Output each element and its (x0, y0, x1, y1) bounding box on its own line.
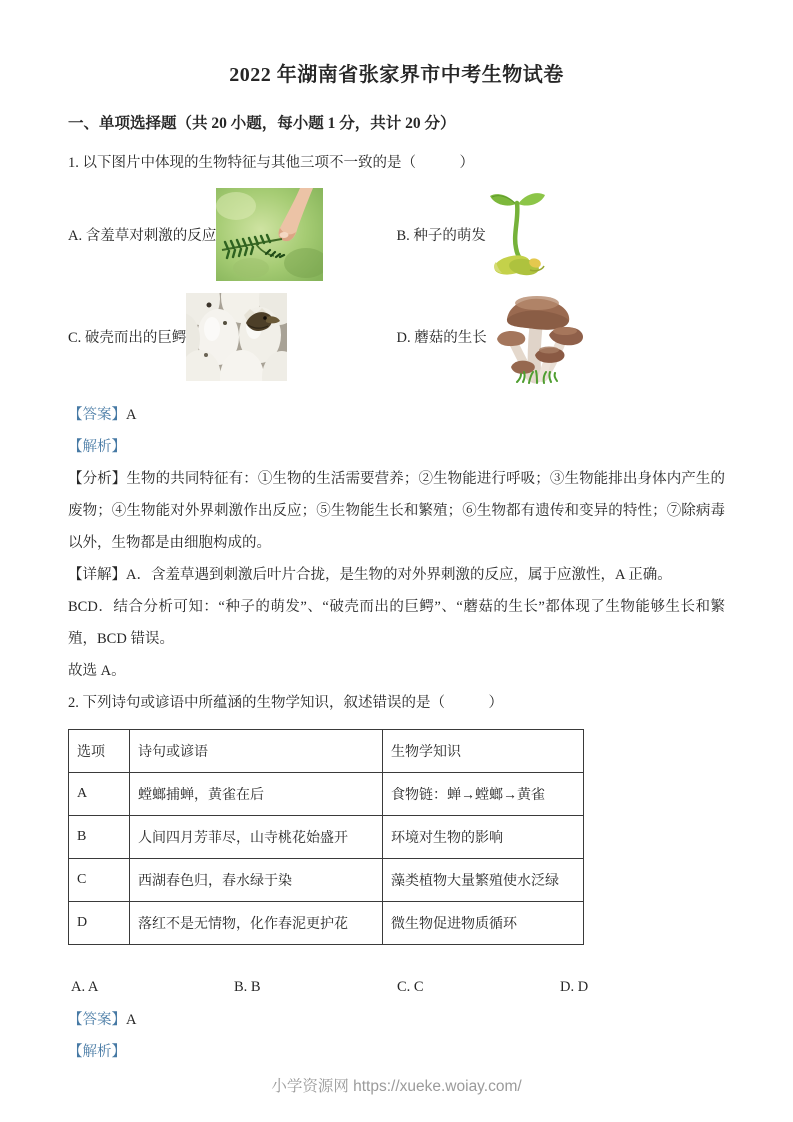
q2-row-b-option: B (69, 815, 130, 858)
crocodile-hatching-image (186, 293, 287, 381)
seed-germination-image (486, 188, 550, 280)
q1-option-row-cd (68, 289, 725, 385)
q1-answer-line (68, 399, 725, 431)
q1-option-d (397, 289, 726, 385)
q2-choice-d: D. D (560, 978, 589, 995)
q2-row-a-knowledge: 食物链：蝉→螳螂→黄雀 (383, 772, 584, 815)
q2-answer-line (68, 1004, 725, 1036)
q1-answer-label: 【答案】 (68, 406, 126, 423)
mimosa-touch-image (216, 188, 323, 281)
q2-th-verse: 诗句或谚语 (130, 729, 383, 772)
footer-watermark: 小学资源网 https://xueke.woiay.com/ (271, 1078, 522, 1095)
page-title: 2022 年湖南省张家界市中考生物试卷 (229, 64, 564, 86)
q2-row-c-knowledge: 藻类植物大量繁殖使水泛绿 (383, 858, 584, 901)
q1-analysis: 【分析】生物的共同特征有：①生物的生活需要营养；②生物能进行呼吸；③生物能排出身体内产生的废物；④生物能对外界刺激作出反应；⑤生物能生长和繁殖；⑥生物都有遗传和变异的特性；⑦除病毒以外，生物都是由细胞构成的。 (68, 470, 725, 551)
q2-choices-row (68, 979, 725, 996)
q2-table (68, 729, 584, 945)
q2-row-b-verse: 人间四月芳菲尽，山寺桃花始盛开 (130, 815, 383, 858)
q1-option-a-label: A. 含羞草对刺激的反应 (68, 227, 217, 244)
q2-jiexi-label: 【解析】 (68, 1043, 126, 1060)
q1-jiexi-label: 【解析】 (68, 438, 126, 455)
q2-table-row-a (69, 772, 584, 815)
q1-detail-2: BCD．结合分析可知：“种子的萌发”、“破壳而出的巨鳄”、“蘑菇的生长”都体现了生物能够生长和繁殖，BCD 错误。 (68, 598, 725, 647)
q2-row-c-option: C (69, 858, 130, 901)
q2-row-d-knowledge: 微生物促进物质循环 (383, 901, 584, 944)
q2-row-d-option: D (69, 901, 130, 944)
q2-answer-value: A (126, 1011, 137, 1028)
q2-row-b-knowledge: 环境对生物的影响 (383, 815, 584, 858)
q2-choice-c: C. C (397, 978, 424, 995)
q2-table-row-b (69, 815, 584, 858)
q2-row-d-verse: 落红不是无情物，化作春泥更护花 (130, 901, 383, 944)
section-heading: 一、单项选择题（共 20 小题，每小题 1 分，共计 20 分） (68, 115, 456, 132)
q1-conclusion: 故选 A。 (68, 662, 126, 679)
q1-option-b (397, 188, 726, 280)
q2-th-knowledge: 生物学知识 (383, 729, 584, 772)
q1-option-c-label: C. 破壳而出的巨鳄 (68, 330, 187, 347)
q1-option-row-ab (68, 188, 725, 281)
q2-choice-b: B. B (234, 978, 261, 995)
q2-row-a-option: A (69, 772, 130, 815)
q2-choice-a: A. A (71, 978, 99, 995)
question-1-text: 1. 以下图片中体现的生物特征与其他三项不一致的是（ ） (68, 155, 474, 171)
q2-row-a-verse: 螳螂捕蝉，黄雀在后 (130, 772, 383, 815)
q2-table-row-c (69, 858, 584, 901)
mushroom-growth-image (487, 289, 588, 385)
q2-table-row-d (69, 901, 584, 944)
q2-answer-label: 【答案】 (68, 1011, 126, 1028)
q2-table-header-row (69, 729, 584, 772)
q1-detail-1: 【详解】A．含羞草遇到刺激后叶片合拢，是生物的对外界刺激的反应，属于应激性，A 正确。 (68, 566, 672, 583)
q2-row-c-verse: 西湖春色归，春水绿于染 (130, 858, 383, 901)
q1-option-b-label: B. 种子的萌发 (396, 227, 486, 244)
question-2-text: 2. 下列诗句或谚语中所蕴涵的生物学知识，叙述错误的是（ ） (68, 694, 503, 711)
q1-option-c (68, 293, 397, 381)
q1-answer-value: A (126, 406, 137, 423)
q1-option-d-label: D. 蘑菇的生长 (396, 330, 487, 347)
q2-th-option: 选项 (69, 729, 130, 772)
q1-option-a (68, 188, 397, 281)
